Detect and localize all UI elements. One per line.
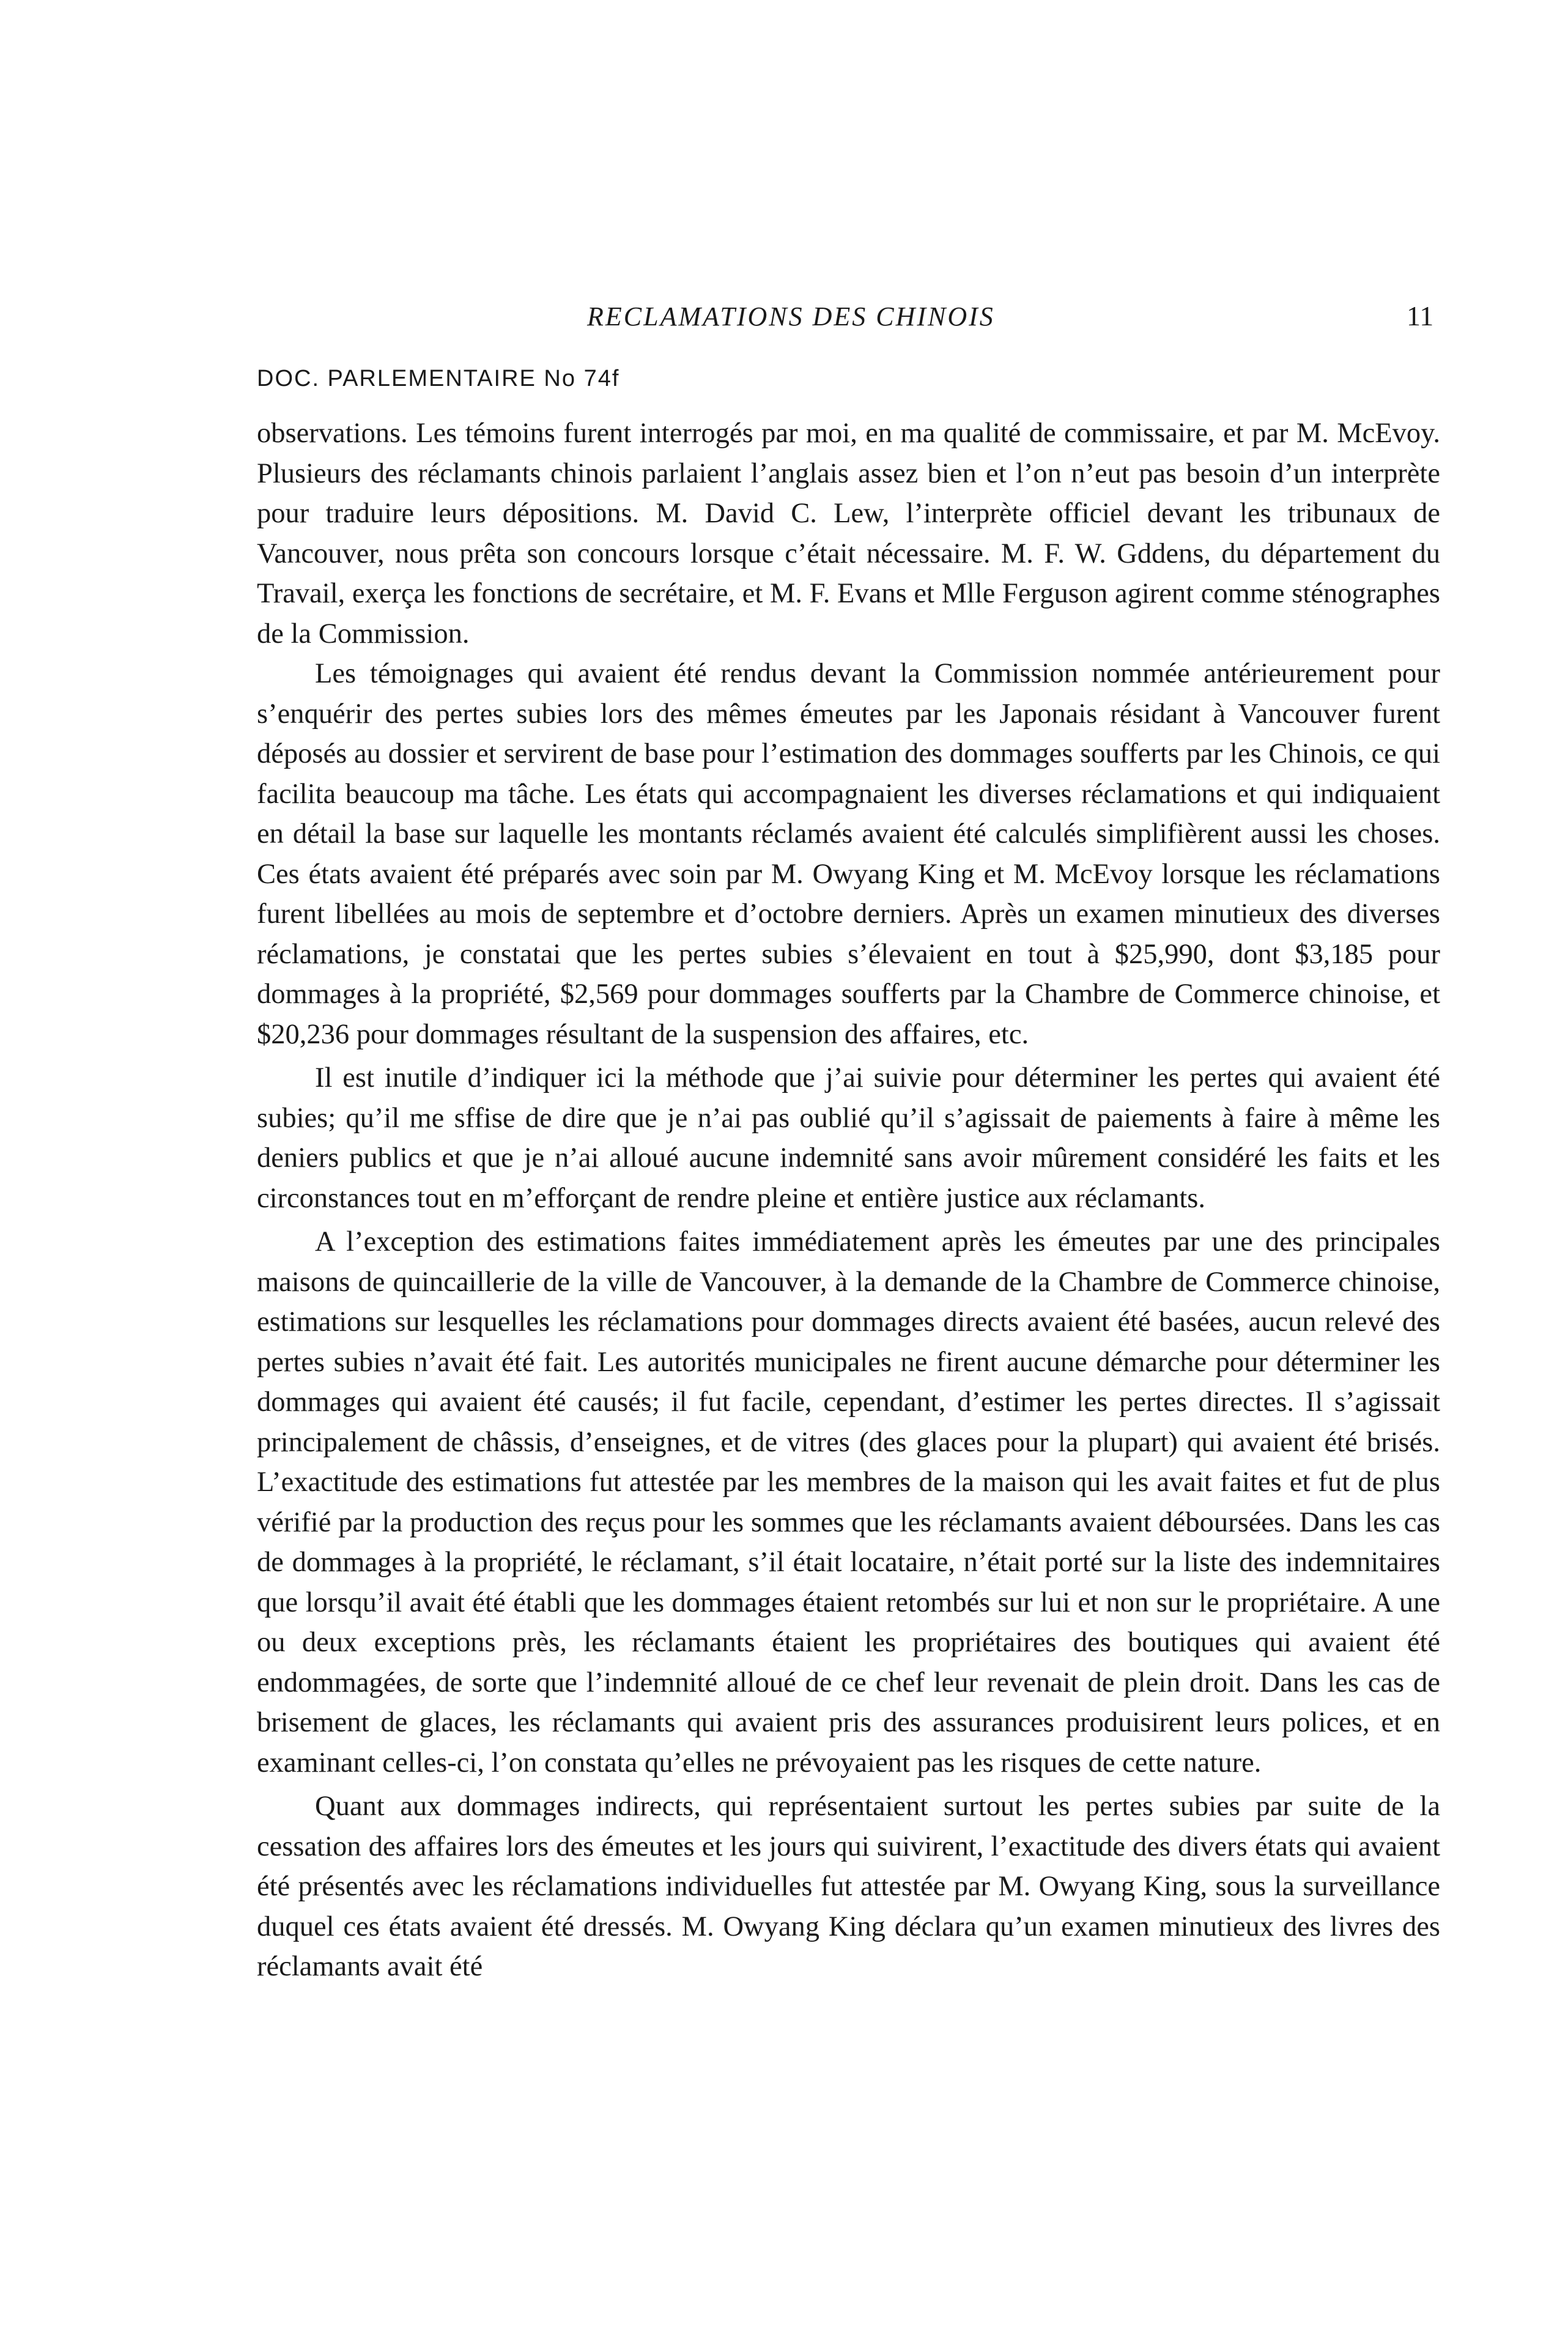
paragraph-4: A l’exception des estimations faites immédiatement après les émeutes par une des principales maisons de quincaillerie de la ville de Vancouver, à la demande de la Chambre de Commerce chinoise, estimations sur lesquelles les réclamations pour dommages directs avaient été basées, aucun relevé des pertes subies n’avait été fait. Les autorités municipales ne firent aucune démarche pour déterminer les dommages qui avaient été causés; il fut facile, cependant, d’estimer les pertes directes. Il s’agissait principalement de châssis, d’enseignes, et de vitres (des glaces pour la plupart) qui avaient été brisés. L’exactitude des estimations fut attestée par les membres de la maison qui les avait faites et fut de plus vérifié par la production des reçus pour les sommes que les réclamants avaient déboursées. Dans les cas de dommages à la propriété, le réclamant, s’il était locataire, n’était porté sur la liste des indemnitaires que lorsqu’il avait été établi que les dommages étaient retombés sur lui et non sur le propriétaire. A une ou deux exceptions près, les réclamants étaient les propriétaires des boutiques qui avaient été endommagées, de sorte que l’indemnité alloué de ce chef leur revenait de plein droit. Dans les cas de brisement de glaces, les réclamants qui avaient pris des assurances produisirent leurs polices, et en examinant celles-ci, l’on constata qu’elles ne prévoyaient pas les risques de cette nature. [257,1226,1440,1778]
running-title: RECLAMATIONS DES CHINOIS [587,302,995,331]
paragraph-3: Il est inutile d’indiquer ici la méthode que j’ai suivie pour déterminer les pertes qui avaient été subies; qu’il me sffise de dire que je n’ai pas oublié qu’il s’agissait de paiements à faire à même les deniers publics et que je n’ai alloué aucune indemnité sans avoir mûrement considéré les faits et les circonstances tout en m’efforçant de rendre pleine et entière justice aux réclamants. [257,1062,1440,1214]
paragraph-2: Les témoignages qui avaient été rendus devant la Commission nommée antérieurement pour s’enquérir des pertes subies lors des mêmes émeutes par les Japonais résidant à Vancouver furent déposés au dossier et servirent de base pour l’estimation des dommages soufferts par les Chinois, ce qui facilita beaucoup ma tâche. Les états qui accompagnaient les diverses réclamations et qui indiquaient en détail la base sur laquelle les montants réclamés avaient été calculés simplifièrent aussi les choses. Ces états avaient été préparés avec soin par M. Owyang King et M. McEvoy lorsque les réclamations furent libellées au mois de septembre et d’octobre derniers. Après un examen minutieux des diverses réclamations, je constatai que les pertes subies s’élevaient en tout à $25,990, dont $3,185 pour dommages à la propriété, $2,569 pour dommages soufferts par la Chambre de Commerce chinoise, et $20,236 pour dommages résultant de la suspension des affaires, etc. [257,658,1440,1050]
paragraph-1: observations. Les témoins furent interrogés par moi, en ma qualité de commissaire, et par M. McEvoy. Plusieurs des réclamants chinois parlaient l’anglais assez bien et l’on n’eut pas besoin d’un interprète pour traduire leurs dépositions. M. David C. Lew, l’interprète officiel devant les tribunaux de Vancouver, nous prêta son concours lorsque c’était nécessaire. M. F. W. Gddens, du département du Travail, exerça les fonctions de secrétaire, et M. F. Evans et Mlle Ferguson agirent comme sténographes de la Commission. [257,418,1440,649]
page-number: 11 [1407,300,1434,331]
paragraph-5: Quant aux dommages indirects, qui représentaient surtout les pertes subies par suite de la cessation des affaires lors des émeutes et les jours qui suivirent, l’exactitude des divers états qui avaient été présentés avec les réclamations individuelles fut attestée par M. Owyang King, sous la surveillance duquel ces états avaient été dressés. M. Owyang King déclara qu’un examen minutieux des livres des réclamants avait été [257,1791,1440,1982]
body-text [257,413,1440,1987]
document-label: DOC. PARLEMENTAIRE No 74f [257,366,620,391]
